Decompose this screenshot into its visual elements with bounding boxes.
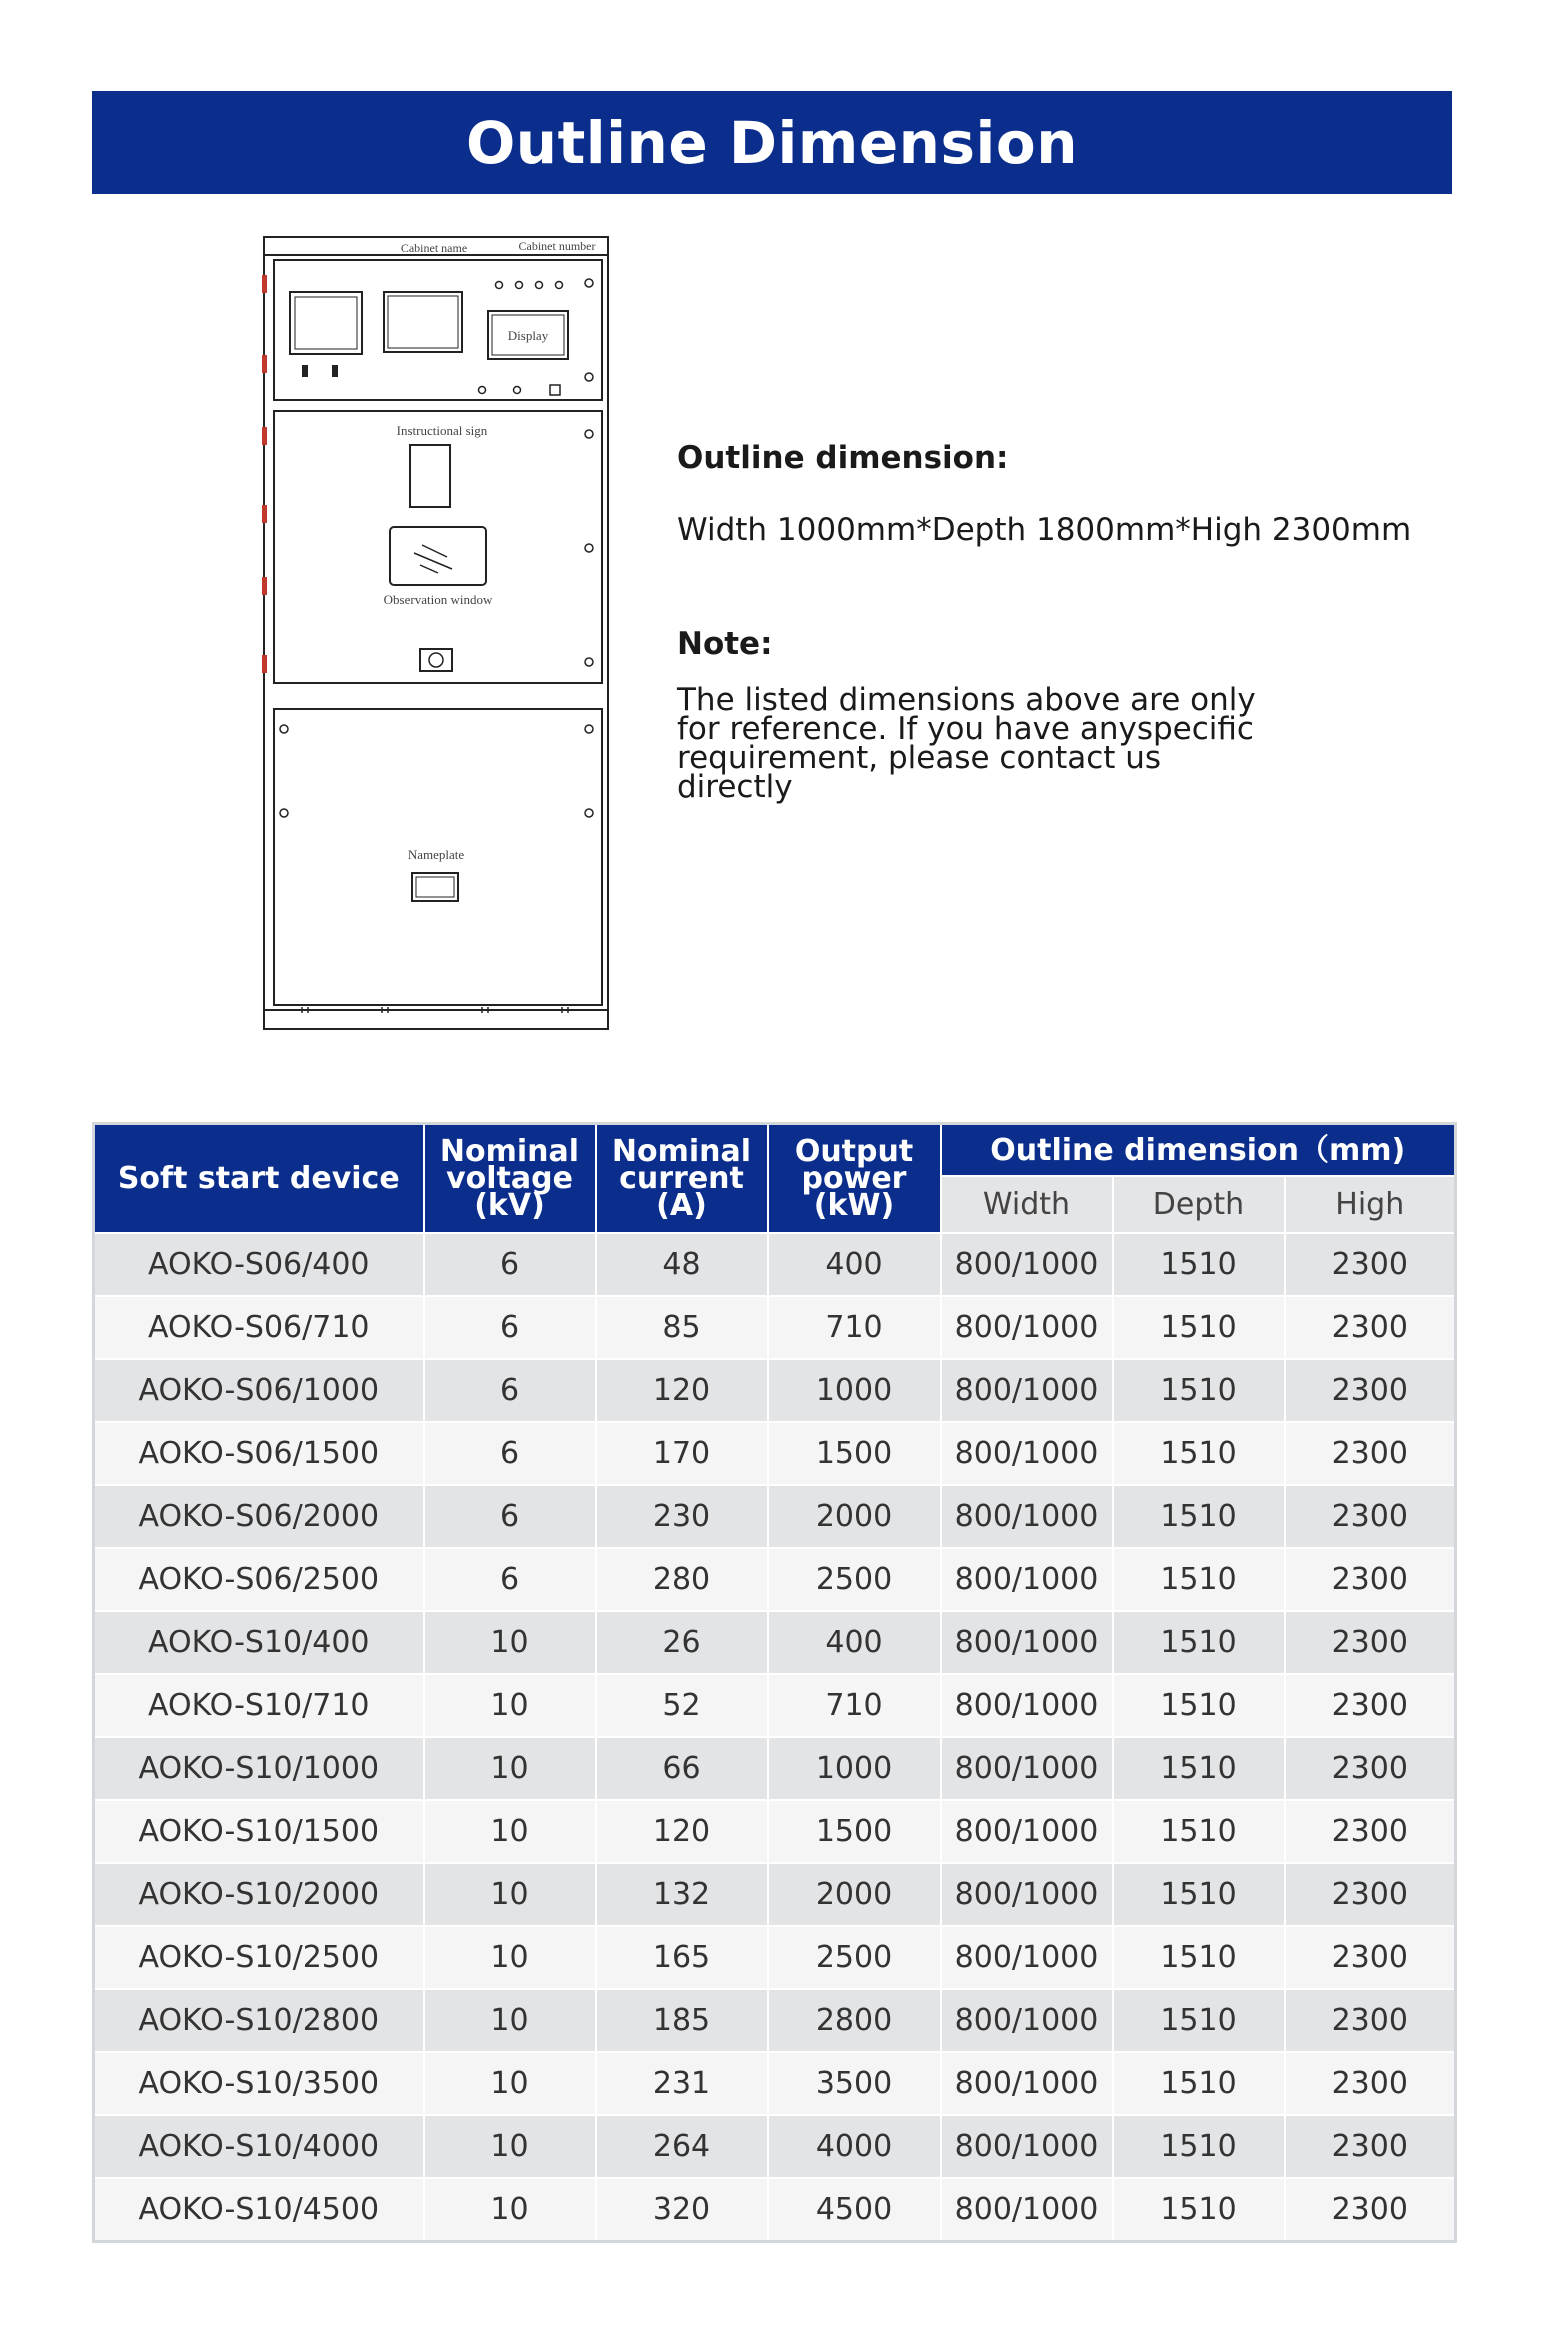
cell-current: 66 <box>596 1737 768 1800</box>
cell-model: AOKO-S06/400 <box>94 1233 424 1296</box>
cell-model: AOKO-S10/1000 <box>94 1737 424 1800</box>
cell-width: 800/1000 <box>941 1800 1113 1863</box>
cell-voltage: 10 <box>424 1926 596 1989</box>
cell-high: 2300 <box>1285 1989 1456 2052</box>
cell-depth: 1510 <box>1113 1548 1285 1611</box>
cell-depth: 1510 <box>1113 2052 1285 2115</box>
cell-high: 2300 <box>1285 1863 1456 1926</box>
cell-width: 800/1000 <box>941 2115 1113 2178</box>
title-banner <box>92 91 1452 194</box>
cell-voltage: 10 <box>424 1611 596 1674</box>
cell-width: 800/1000 <box>941 2178 1113 2242</box>
cabinet-drawing <box>262 235 610 1031</box>
cell-width: 800/1000 <box>941 1737 1113 1800</box>
cell-depth: 1510 <box>1113 1233 1285 1296</box>
cell-current: 120 <box>596 1359 768 1422</box>
cell-current: 264 <box>596 2115 768 2178</box>
header-device: Soft start device <box>94 1124 424 1234</box>
table-row <box>94 1674 1456 1737</box>
cell-voltage: 6 <box>424 1485 596 1548</box>
cell-power: 400 <box>768 1233 941 1296</box>
header-outline: Outline dimension（mm) <box>941 1124 1456 1177</box>
cell-current: 85 <box>596 1296 768 1359</box>
cell-high: 2300 <box>1285 1611 1456 1674</box>
page-title: Outline Dimension <box>465 108 1079 177</box>
cell-voltage: 10 <box>424 1989 596 2052</box>
table-row <box>94 1989 1456 2052</box>
cell-power: 2000 <box>768 1485 941 1548</box>
outline-dimension-value: Width 1000mm*Depth 1800mm*High 2300mm <box>677 512 1412 548</box>
cell-depth: 1510 <box>1113 1611 1285 1674</box>
cell-model: AOKO-S06/2000 <box>94 1485 424 1548</box>
cell-voltage: 10 <box>424 1800 596 1863</box>
cell-width: 800/1000 <box>941 1548 1113 1611</box>
cell-width: 800/1000 <box>941 1422 1113 1485</box>
cell-high: 2300 <box>1285 2052 1456 2115</box>
cell-depth: 1510 <box>1113 1989 1285 2052</box>
cell-voltage: 10 <box>424 2052 596 2115</box>
cell-model: AOKO-S10/2800 <box>94 1989 424 2052</box>
cell-depth: 1510 <box>1113 1359 1285 1422</box>
table-row <box>94 1548 1456 1611</box>
table-row <box>94 1359 1456 1422</box>
cell-model: AOKO-S10/710 <box>94 1674 424 1737</box>
cell-high: 2300 <box>1285 1926 1456 1989</box>
cell-high: 2300 <box>1285 1674 1456 1737</box>
header-depth: Depth <box>1113 1176 1285 1233</box>
cell-high: 2300 <box>1285 2115 1456 2178</box>
cell-power: 4500 <box>768 2178 941 2242</box>
cell-width: 800/1000 <box>941 1359 1113 1422</box>
cell-voltage: 6 <box>424 1548 596 1611</box>
header-power: Output power (kW) <box>768 1124 941 1234</box>
cabinet-name-label: Cabinet name <box>400 241 468 255</box>
table-row <box>94 2052 1456 2115</box>
cell-width: 800/1000 <box>941 1485 1113 1548</box>
table-row <box>94 1485 1456 1548</box>
cell-depth: 1510 <box>1113 1863 1285 1926</box>
table-row <box>94 1233 1456 1296</box>
observation-window-label: Observation window <box>383 592 493 607</box>
cell-power: 1500 <box>768 1800 941 1863</box>
cell-current: 170 <box>596 1422 768 1485</box>
cell-high: 2300 <box>1285 1548 1456 1611</box>
cell-model: AOKO-S06/1000 <box>94 1359 424 1422</box>
cell-high: 2300 <box>1285 2178 1456 2242</box>
table-row <box>94 1296 1456 1359</box>
cell-high: 2300 <box>1285 1485 1456 1548</box>
cell-high: 2300 <box>1285 1422 1456 1485</box>
cell-power: 1000 <box>768 1359 941 1422</box>
table-row <box>94 1611 1456 1674</box>
cell-current: 52 <box>596 1674 768 1737</box>
cell-high: 2300 <box>1285 1233 1456 1296</box>
cell-model: AOKO-S10/3500 <box>94 2052 424 2115</box>
cell-voltage: 6 <box>424 1296 596 1359</box>
cell-voltage: 10 <box>424 1737 596 1800</box>
cell-width: 800/1000 <box>941 1611 1113 1674</box>
cell-model: AOKO-S10/2500 <box>94 1926 424 1989</box>
cabinet-outline <box>264 237 608 1029</box>
header-high: High <box>1285 1176 1456 1233</box>
table-row <box>94 1800 1456 1863</box>
table-row <box>94 2115 1456 2178</box>
cell-current: 48 <box>596 1233 768 1296</box>
cell-voltage: 10 <box>424 2178 596 2242</box>
cell-power: 400 <box>768 1611 941 1674</box>
cell-power: 710 <box>768 1674 941 1737</box>
table-row <box>94 1926 1456 1989</box>
display-label: Display <box>507 328 549 343</box>
cell-power: 710 <box>768 1296 941 1359</box>
cell-model: AOKO-S06/710 <box>94 1296 424 1359</box>
cell-width: 800/1000 <box>941 1233 1113 1296</box>
cell-width: 800/1000 <box>941 1296 1113 1359</box>
cell-voltage: 6 <box>424 1422 596 1485</box>
cell-power: 2500 <box>768 1926 941 1989</box>
header-current: Nominal current (A) <box>596 1124 768 1234</box>
observation-window <box>390 527 486 585</box>
middle-panel <box>274 411 602 683</box>
cell-depth: 1510 <box>1113 1485 1285 1548</box>
cell-model: AOKO-S10/1500 <box>94 1800 424 1863</box>
cell-current: 26 <box>596 1611 768 1674</box>
cell-current: 320 <box>596 2178 768 2242</box>
cell-high: 2300 <box>1285 1737 1456 1800</box>
note-label: Note: <box>677 626 773 662</box>
cell-high: 2300 <box>1285 1296 1456 1359</box>
header-width: Width <box>941 1176 1113 1233</box>
spec-table <box>92 1122 1457 2243</box>
table-row <box>94 2178 1456 2242</box>
cell-high: 2300 <box>1285 1800 1456 1863</box>
cell-voltage: 6 <box>424 1233 596 1296</box>
outline-info <box>677 440 1417 805</box>
header-voltage: Nominal voltage (kV) <box>424 1124 596 1234</box>
cell-depth: 1510 <box>1113 2178 1285 2242</box>
cell-voltage: 10 <box>424 1674 596 1737</box>
cell-power: 2800 <box>768 1989 941 2052</box>
table-row <box>94 1737 1456 1800</box>
cell-current: 132 <box>596 1863 768 1926</box>
cell-depth: 1510 <box>1113 1674 1285 1737</box>
cell-width: 800/1000 <box>941 2052 1113 2115</box>
cell-power: 1500 <box>768 1422 941 1485</box>
spec-table-body <box>94 1233 1456 2242</box>
note-text: The listed dimensions above are only for reference. If you have anyspecific requirement, please contact us directly <box>677 682 1256 805</box>
cell-power: 1000 <box>768 1737 941 1800</box>
cell-voltage: 10 <box>424 2115 596 2178</box>
cell-depth: 1510 <box>1113 1926 1285 1989</box>
outline-dimension-label: Outline dimension: <box>677 440 1009 476</box>
cell-power: 3500 <box>768 2052 941 2115</box>
cell-model: AOKO-S10/4500 <box>94 2178 424 2242</box>
cell-voltage: 6 <box>424 1359 596 1422</box>
cell-voltage: 10 <box>424 1863 596 1926</box>
cell-current: 165 <box>596 1926 768 1989</box>
cell-power: 2500 <box>768 1548 941 1611</box>
cell-depth: 1510 <box>1113 1296 1285 1359</box>
instructional-sign-label: Instructional sign <box>396 423 488 438</box>
top-panel <box>274 260 602 400</box>
cell-model: AOKO-S10/400 <box>94 1611 424 1674</box>
cell-power: 4000 <box>768 2115 941 2178</box>
cell-power: 2000 <box>768 1863 941 1926</box>
table-row <box>94 1863 1456 1926</box>
cell-current: 280 <box>596 1548 768 1611</box>
cell-current: 231 <box>596 2052 768 2115</box>
cell-width: 800/1000 <box>941 1674 1113 1737</box>
cell-depth: 1510 <box>1113 1737 1285 1800</box>
cell-current: 230 <box>596 1485 768 1548</box>
table-row <box>94 1422 1456 1485</box>
cell-model: AOKO-S06/2500 <box>94 1548 424 1611</box>
cell-depth: 1510 <box>1113 2115 1285 2178</box>
cell-width: 800/1000 <box>941 1926 1113 1989</box>
cell-model: AOKO-S10/4000 <box>94 2115 424 2178</box>
cell-width: 800/1000 <box>941 1863 1113 1926</box>
cell-width: 800/1000 <box>941 1989 1113 2052</box>
cell-current: 185 <box>596 1989 768 2052</box>
cell-depth: 1510 <box>1113 1422 1285 1485</box>
cell-current: 120 <box>596 1800 768 1863</box>
cell-high: 2300 <box>1285 1359 1456 1422</box>
cell-depth: 1510 <box>1113 1800 1285 1863</box>
cabinet-number-label: Cabinet number <box>518 239 596 253</box>
nameplate-label: Nameplate <box>407 847 465 862</box>
cell-model: AOKO-S06/1500 <box>94 1422 424 1485</box>
cell-model: AOKO-S10/2000 <box>94 1863 424 1926</box>
